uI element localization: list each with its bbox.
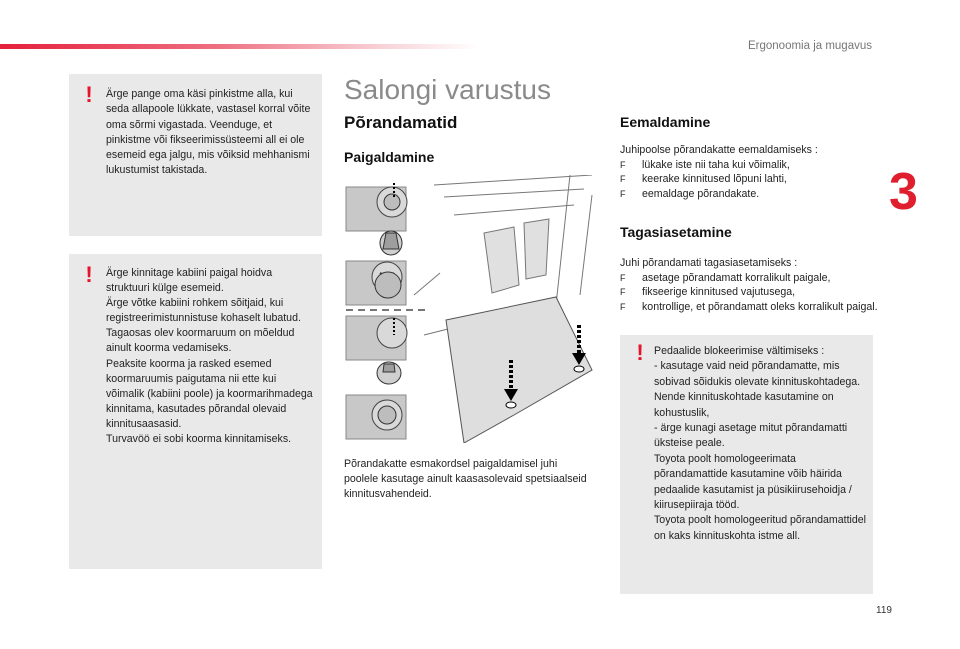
- fastener-step-4-icon: [346, 395, 406, 439]
- list-item: F asetage põrandamatt korralikult paigale,: [620, 272, 831, 284]
- warning-icon: !: [85, 262, 93, 287]
- eemaldamine-steps: [620, 158, 875, 201]
- floor-mat-illustration: [344, 175, 600, 443]
- chapter-title: Ergonoomia ja mugavus: [747, 40, 872, 52]
- illustration-caption: Põrandakatte esmakordsel paigaldamisel juhi poolele kasutage ainult kaasasolevaid spetsiaalseid kinnitusvahendeid.: [344, 458, 587, 500]
- section-subtitle: Põrandamatid: [344, 113, 458, 132]
- tagasiasetamine-steps: [620, 271, 878, 314]
- warning-icon: !: [85, 82, 93, 107]
- header-accent-bar: [0, 44, 480, 49]
- warning-box-cargo: [69, 254, 322, 569]
- list-item: F fikseerige kinnitused vajutusega,: [620, 286, 796, 299]
- warning-text: Pedaalide blokeerimise vältimiseks : - kasutage vaid neid põrandamatte, mis sobivad sõidukis olevate kinnituskohtadega. Nende kinnituskohtade kasutamine on kohustuslik, - ärge kunagi asetage mitut põrandamatti üksteise peale. Toyota poolt homologeerimata põrandamattide kasutamine võib häirida pedaalide kasutamist ja püsikiirusehoidja / kiirusepiiraja tööd. Toyota poolt homologeeritud põrandamattidel on kaks kinnituskohta istme all.: [654, 345, 867, 542]
- warning-text: Ärge kinnitage kabiini paigal hoidva struktuuri külge esemeid. Ärge võtke kabiini rohkem sõitjaid, kui registreerimistunnistuse kohaselt lubatud. Tagaosas olev koormaruum on mõeldud ainult koorma vedamiseks. Peaksite koorma ja rasked esemed koormaruumis paigutama nii ette kui võimalik (kabiini poole) ja koormarihmadega kinnitama, kasutades põrandal olevaid kinnitusaasasid. Turvavöö ei sobi koorma kinnitamiseks.: [106, 267, 313, 446]
- bullet-icon: F: [620, 188, 626, 199]
- eemaldamine-intro: Juhipoolse põrandakatte eemaldamiseks :: [620, 144, 818, 156]
- fastener-step-3-icon: [346, 316, 407, 384]
- warning-text: Ärge pange oma käsi pinkistme alla, kui seda allapoole lükkate, vastasel korral võite oma sõrmi vigastada. Veenduge, et pinkistme või fikseerimissüsteemi all ei ole esemeid ega jalgu, mis võiksid mehhanismi lukustumist takistada.: [106, 88, 311, 177]
- bullet-icon: F: [620, 160, 626, 170]
- page-number: 119: [876, 605, 892, 616]
- tagasiasetamine-intro: Juhi põrandamati tagasiasetamiseks :: [620, 257, 798, 269]
- chapter-number: 3: [889, 163, 918, 221]
- heading-eemaldamine: Eemaldamine: [620, 114, 711, 130]
- fastener-step-2-icon: [346, 261, 406, 305]
- list-item: F eemaldage põrandakate.: [620, 187, 760, 200]
- heading-tagasiasetamine: Tagasiasetamine: [620, 224, 732, 240]
- fastener-step-1-icon: [346, 183, 407, 255]
- list-item: F keerake kinnitused lõpuni lahti,: [620, 173, 787, 186]
- heading-paigaldamine: Paigaldamine: [344, 149, 435, 165]
- list-item: F kontrollige, et põrandamatt oleks korralikult paigal.: [620, 300, 878, 313]
- warning-icon: !: [636, 340, 644, 365]
- section-title: Salongi varustus: [344, 74, 552, 105]
- list-item: F lükake iste nii taha kui võimalik,: [620, 159, 790, 171]
- floor-mat-shape: [446, 297, 592, 443]
- bullet-icon: F: [620, 174, 626, 185]
- bullet-icon: F: [620, 273, 626, 283]
- bullet-icon: F: [620, 301, 626, 312]
- warning-box-pedals: [620, 335, 873, 594]
- warning-box-seat: [69, 74, 322, 236]
- bullet-icon: F: [620, 287, 626, 298]
